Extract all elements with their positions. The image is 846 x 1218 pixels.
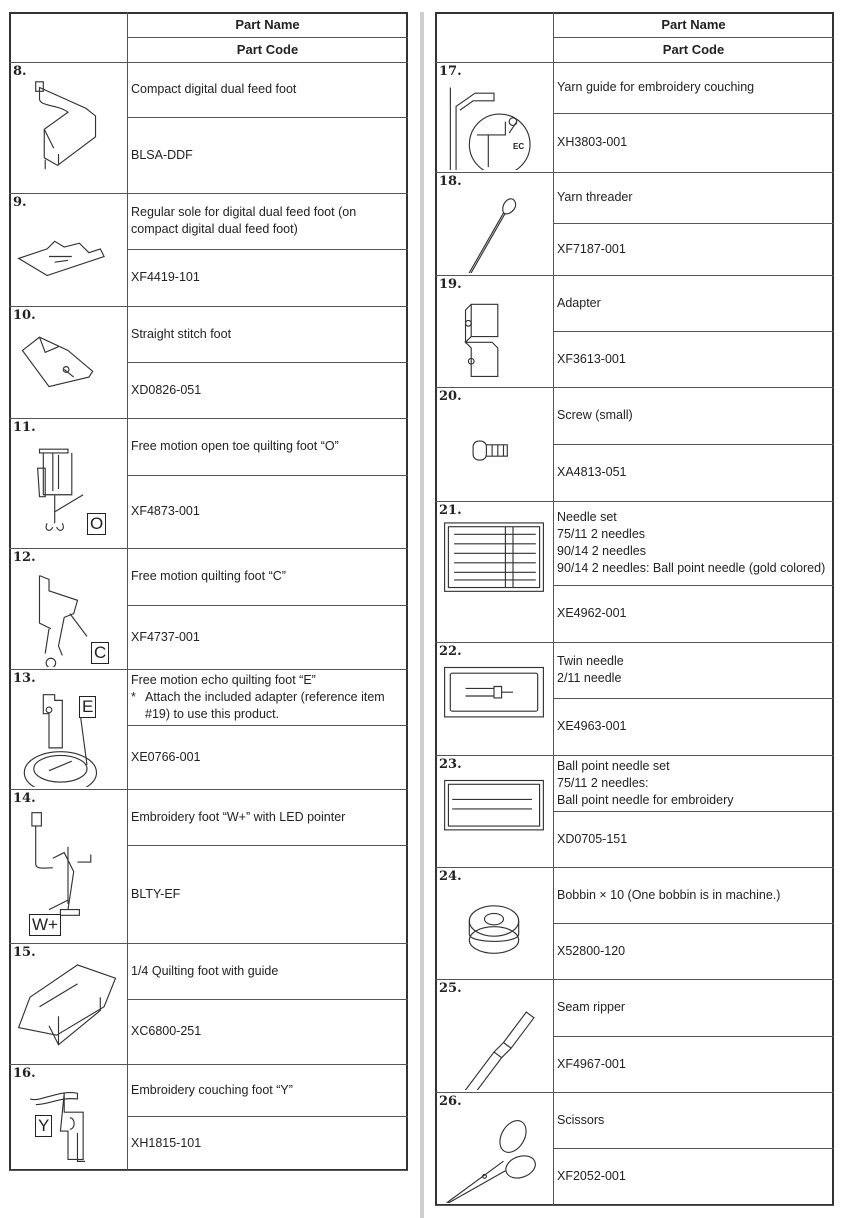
echo-quilting-foot-icon xyxy=(11,685,125,787)
bobbin-icon xyxy=(437,883,551,977)
item-number: 23. xyxy=(439,757,462,772)
part-name xyxy=(131,1064,402,1116)
part-name xyxy=(557,501,828,585)
item-number: 18. xyxy=(439,174,462,189)
item-letter-badge: W+ xyxy=(29,914,61,936)
item-number: 16. xyxy=(13,1066,36,1081)
part-name-text xyxy=(557,758,734,809)
part-code: XE4962-001 xyxy=(557,606,627,620)
header-separator xyxy=(553,37,834,38)
part-name-text xyxy=(131,672,402,723)
part-code: XD0705-151 xyxy=(557,831,628,846)
part-code: XF7187-001 xyxy=(557,241,626,256)
item-number: 10. xyxy=(13,308,36,323)
straight-stitch-foot-icon xyxy=(11,322,125,416)
sole-icon xyxy=(11,209,125,304)
item-number: 13. xyxy=(13,671,36,686)
note-marker: * xyxy=(131,689,136,704)
part-name xyxy=(557,1092,828,1148)
item-number: 26. xyxy=(439,1094,462,1109)
part-name-label: Free motion quilting foot “C” xyxy=(131,569,286,583)
item-number: 21. xyxy=(439,503,462,518)
part-name-label: Yarn guide for embroidery couching xyxy=(557,80,755,94)
part-name-label: Screw (small) xyxy=(557,408,633,422)
part-name-text xyxy=(131,963,278,980)
seam-ripper-icon xyxy=(437,995,551,1090)
ball-point-needle-icon xyxy=(437,771,551,865)
part-name-text xyxy=(131,438,339,455)
open-toe-foot-icon xyxy=(11,434,125,546)
part-name-text xyxy=(557,509,825,577)
column-separator xyxy=(553,12,554,1205)
item-number: 14. xyxy=(13,791,36,806)
part-name-label: Adapter xyxy=(557,295,601,310)
part-code: XA4813-051 xyxy=(557,465,627,479)
item-number: 22. xyxy=(439,644,462,659)
part-name xyxy=(557,275,828,331)
part-code: XF2052-001 xyxy=(557,1169,626,1183)
adapter-icon xyxy=(437,291,551,385)
part-code: XF4737-001 xyxy=(131,629,200,644)
part-name-label: Embroidery foot “W+” with LED pointer xyxy=(131,809,346,824)
part-code: XH1815-101 xyxy=(131,1135,202,1150)
part-name-label: 1/4 Quilting foot with guide xyxy=(131,963,279,978)
part-name-text xyxy=(557,887,780,904)
item-letter-badge: O xyxy=(87,513,106,535)
part-code: XF3613-001 xyxy=(557,351,626,366)
column-separator xyxy=(127,12,128,1170)
couching-foot-icon xyxy=(11,1080,125,1168)
part-code: XD0826-051 xyxy=(131,382,202,397)
part-code: BLSA-DDF xyxy=(131,147,193,162)
part-name xyxy=(131,669,402,725)
part-name-label: Ball point needle set 75/11 2 needles: Ball point needle for embroidery xyxy=(557,758,734,807)
part-name-text xyxy=(557,407,633,424)
item-letter-badge: E xyxy=(79,696,96,718)
item-number: 20. xyxy=(439,389,462,404)
part-name xyxy=(131,306,402,362)
part-name-label: Scissors xyxy=(557,1112,605,1127)
item-number: 19. xyxy=(439,277,462,292)
row-bottom xyxy=(435,1205,834,1206)
part-code: XF4873-001 xyxy=(131,504,200,518)
part-name-text xyxy=(557,653,624,687)
screw-icon xyxy=(437,403,551,499)
item-letter-badge: EC xyxy=(513,142,525,151)
part-note xyxy=(131,689,402,723)
scissors-icon xyxy=(437,1108,551,1203)
part-name-text xyxy=(131,326,231,343)
part-name xyxy=(557,755,828,811)
dual-feed-foot-icon xyxy=(11,78,125,191)
header-part-code: Part Code xyxy=(662,42,725,57)
part-name-text xyxy=(131,568,286,585)
needle-set-icon xyxy=(437,517,551,640)
part-name xyxy=(557,62,828,113)
row-bottom xyxy=(9,1170,408,1171)
header-part-name: Part Name xyxy=(661,17,726,32)
yarn-threader-icon xyxy=(437,188,551,273)
header-part-code: Part Code xyxy=(236,42,299,57)
part-name-label: Yarn threader xyxy=(557,190,633,204)
item-number: 9. xyxy=(13,195,27,210)
item-number: 15. xyxy=(13,945,36,960)
part-name-label: Compact digital dual feed foot xyxy=(131,82,297,96)
item-number: 12. xyxy=(13,550,36,565)
column-divider xyxy=(420,12,424,1218)
part-name-label: Free motion open toe quilting foot “O” xyxy=(131,439,339,453)
part-name xyxy=(557,867,828,923)
part-name-label: Straight stitch foot xyxy=(131,326,232,341)
part-name-text xyxy=(557,189,633,206)
part-name-label: Needle set 75/11 2 needles 90/14 2 needles 90/14 2 needles: Ball point needle (gold colored) xyxy=(557,510,826,575)
yarn-guide-icon xyxy=(437,78,551,170)
quarter-inch-foot-icon xyxy=(11,959,125,1062)
part-name-label: Twin needle 2/11 needle xyxy=(557,654,624,685)
part-name-text xyxy=(557,1112,604,1129)
part-code: XF4967-001 xyxy=(557,1056,626,1071)
part-name-text xyxy=(131,81,296,98)
part-name-label: Embroidery couching foot “Y” xyxy=(131,1082,293,1097)
item-number: 11. xyxy=(13,420,36,435)
part-name xyxy=(131,789,402,845)
item-number: 8. xyxy=(13,64,27,79)
part-name xyxy=(557,387,828,444)
item-number: 24. xyxy=(439,869,462,884)
part-name-label: Bobbin × 10 (One bobbin is in machine.) xyxy=(557,887,781,902)
part-name xyxy=(131,548,402,605)
part-code: XF4419-101 xyxy=(131,270,200,284)
part-name xyxy=(131,62,402,117)
part-name xyxy=(557,642,828,698)
part-name xyxy=(557,172,828,223)
part-name-label: Seam ripper xyxy=(557,1000,626,1014)
note-text: Attach the included adapter (reference item #19) to use this product. xyxy=(145,689,389,721)
part-name xyxy=(131,418,402,475)
part-code: XC6800-251 xyxy=(131,1024,202,1038)
part-name xyxy=(557,979,828,1036)
part-code: BLTY-EF xyxy=(131,886,181,901)
part-name-text xyxy=(131,1082,293,1099)
part-code: XE4963-001 xyxy=(557,719,627,733)
twin-needle-icon xyxy=(437,658,551,753)
part-code: XH3803-001 xyxy=(557,135,628,149)
header-separator xyxy=(127,37,408,38)
part-name-text xyxy=(557,295,601,312)
item-letter-badge: C xyxy=(91,642,109,664)
part-name-text xyxy=(557,79,754,96)
part-name-label: Free motion echo quilting foot “E” xyxy=(131,672,316,687)
header-part-name: Part Name xyxy=(235,17,300,32)
item-number: 17. xyxy=(439,64,462,79)
part-name-text xyxy=(557,999,625,1016)
item-number: 25. xyxy=(439,981,462,996)
part-name-text xyxy=(131,809,345,826)
item-letter-badge: Y xyxy=(35,1115,52,1137)
part-code: X52800-120 xyxy=(557,943,626,958)
part-code: XE0766-001 xyxy=(131,749,201,764)
part-name xyxy=(131,943,402,999)
part-name xyxy=(131,193,402,249)
part-name-text xyxy=(131,204,402,238)
part-name-label: Regular sole for digital dual feed foot (on compact digital dual feed foot) xyxy=(131,205,360,236)
